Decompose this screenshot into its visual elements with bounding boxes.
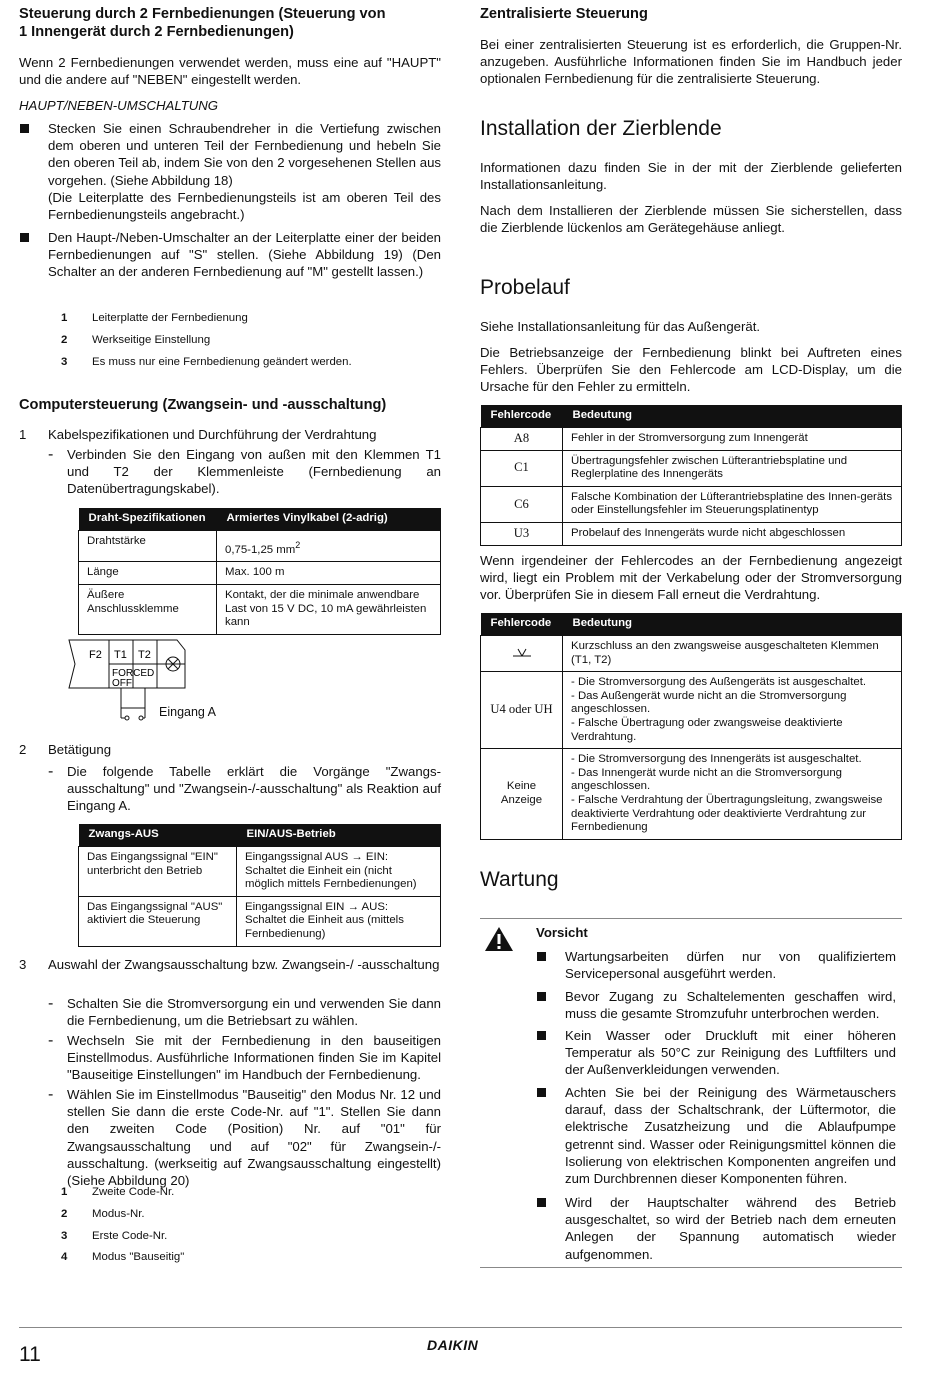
dash-item: - Wählen Sie im Einstellmodus "Bauseitig" den Modus Nr. 12 und stellen Sie dann die erste Code-Nr. auf "1". Stellen Sie dann den zweiten Code (Position) Nr. auf "01" für Zwangsausschaltung und auf "02" für Zwangsein-/-ausschaltung. (werkseitig auf Zwangsausschaltung eingestellt) (Siehe Abbildung 20) — [48, 1086, 441, 1189]
paragraph: Bei einer zentralisierten Steuerung ist es erforderlich, die Gruppen-Nr. anzugeben. Ausführliche Informationen finden Sie im Handbuch jeder optionalen Fernbedienung für die zentralisierte Steuerung. — [480, 37, 902, 87]
caution-item: Wird der Hauptschalter während des Betrieb ausgeschaltet, so wird der Betrieb nach dem erneuten Anlegen der Spannung automatisch wieder aufgenommen. — [536, 1194, 896, 1263]
footer-divider — [19, 1327, 902, 1328]
paragraph: Siehe Installationsanleitung für das Außengerät. — [480, 319, 761, 334]
brand-logo: DAIKIN — [427, 1337, 479, 1353]
error-code-table-2: Fehlercode Bedeutung Kurzschluss an den zwangsweise ausgeschalteten Klemmen (T1, T2) U4 oder UH - Die Stromversorgung des Außengeräts ist ausgeschaltet. - Das Außengerät wurde nicht an die Stromversorgung angeschlossen. - Falsche Übertragung oder zwangsweise deaktivierte Verdrahtung. Keine Anzeige - Die Stromversorgung des Innengeräts ist ausgeschaltet. - Das Innengerät wurde nicht an die Stromversorgung angeschlossen. - Falsche Verdrahtung der Übertragungsleitung, zwangsweise deaktivierte Verdrahtung oder deaktivierte Verdrahtung zur Fernbedienung — [480, 613, 902, 840]
step-number: 1 — [19, 427, 27, 442]
section-title-zierblende: Installation der Zierblende — [480, 117, 722, 140]
terminal-label: T2 — [138, 649, 151, 661]
dash-item: - Schalten Sie die Stromversorgung ein und verwenden Sie dann die Fernbedienung, um die Betriebsart zu wählen. — [48, 995, 441, 1029]
step-number: 3 — [19, 957, 27, 972]
section-title-wartung: Wartung — [480, 868, 559, 891]
paragraph: Wenn irgendeiner der Fehlercodes an der Fernbedienung angezeigt wird, liegt ein Problem mit der Verkabelung oder der Stromversorgung vor. Überprüfen Sie in diesem Fall erneut die Verdrahtung. — [480, 553, 902, 603]
terminal-diagram — [67, 636, 247, 728]
bullet-square-icon — [20, 124, 29, 133]
paragraph: Die Betriebsanzeige der Fernbedienung blinkt bei Auftreten eines Fehlers. Überprüfen Sie den Fehlercode am LCD-Display, um die Ursache für den Fehler zu ermitteln. — [480, 345, 902, 395]
warning-triangle-icon — [484, 925, 514, 953]
section-title-computer: Computersteuerung (Zwangsein- und -ausschaltung) — [19, 397, 387, 413]
caution-item: Wartungsarbeiten dürfen nur von qualifiziertem Servicepersonal ausgeführt werden. — [536, 948, 896, 982]
dash-item: - Wechseln Sie mit der Fernbedienung in den bauseitigen Einstellmodus. Ausführliche Informationen finden Sie im Kapitel "Bauseitige Einstellungen" im Handbuch der Fernbedienung. — [48, 1032, 441, 1083]
bullet-square-icon — [20, 233, 29, 242]
legend-list: 1 Zweite Code-Nr. 2 Modus-Nr. 3 Erste Code-Nr. 4 Modus "Bauseitig" — [61, 1186, 185, 1263]
bullet-item: Den Haupt-/Neben-Umschalter an der Leiterplatte einer der beiden Fernbedienungen auf "S" stellen. (Siehe Abbildung 19) (Den Schalter an der anderen Fernbedienung auf "M" gestellt lassen.) — [19, 229, 441, 281]
bullet-item: Stecken Sie einen Schraubendreher in die Vertiefung zwischen dem oberen und unteren Teil der Fernbedienung und hebeln Sie den oberen Teil ab, indem Sie von den 2 vorgesehenen Stellen aus vorgehen. (Siehe Abbildung 18) (Die Leiterplatte des Fernbedienungsteils ist am oberen Teil des Fernbedienungsteils angebracht.) — [19, 120, 441, 223]
force-table: Zwangs-AUS EIN/AUS-Betrieb Das Eingangssignal "EIN" unterbricht den Betrieb Eingangssignal AUS → EIN: Schaltet die Einheit ein (nicht möglich mittels Fernbedienungen) Das Eingangssignal "AUS" aktiviert die Steuerung Eingangssignal EIN → AUS: Schaltet die Einheit aus (mittels Fernbedienung) — [78, 824, 441, 947]
wire-spec-table: Draht-Spezifikationen Armiertes Vinylkabel (2-adrig) Drahtstärke 0,75-1,25 $mm^2$ Länge Max. 100 m Äußere Anschlussklemme Kontakt, der die minimale anwendbare Last von 15 V DC, 10 mA gewährleisten kann — [78, 508, 441, 635]
paragraph: Informationen dazu finden Sie in der mit der Zierblende gelieferten Installationsanleitung. — [480, 160, 902, 193]
terminal-label: OFF — [112, 678, 132, 689]
subheading: HAUPT/NEBEN-UMSCHALTUNG — [19, 98, 219, 113]
caution-item: Kein Wasser oder Druckluft mit einer höheren Temperatur als 50°C zur Reinigung des Luftfilters und der Außenverkleidungen verwenden. — [536, 1027, 896, 1079]
section-title-two-remotes: Steuerung durch 2 Fernbedienungen (Steuerung von 1 Innengerät durch 2 Fernbedienungen) — [19, 6, 386, 40]
terminal-label: F2 — [89, 649, 102, 661]
dash-item: - Die folgende Tabelle erklärt die Vorgänge "Zwangs-ausschaltung" und "Zwangsein-/-ausschaltung" als Reaktion auf Eingang A. — [48, 763, 441, 814]
divider — [480, 1267, 902, 1268]
caution-item: Bevor Zugang zu Schaltelementen geschaffen wird, muss die gesamte Stromzufuhr unterbrochen werden. — [536, 988, 896, 1022]
terminal-label: T1 — [114, 649, 127, 661]
caution-title: Vorsicht — [536, 925, 588, 940]
caution-item: Achten Sie bei der Reinigung des Wärmetauschers darauf, dass der Schaltschrank, der Lüftermotor, die elektrische Zusatzheizung und die Ablaufpumpe getrennt sind. Wasser oder Reinigungsmittel können die Isolierung von elektrischen Komponenten angreifen und zum Durchbrennen dieser Komponenten führen. — [536, 1084, 896, 1187]
intro-paragraph: Wenn 2 Fernbedienungen verwendet werden, muss eine auf "HAUPT" und die andere auf "NEBEN" eingestellt werden. — [19, 55, 441, 88]
error-code-table: Fehlercode Bedeutung A8 Fehler in der Stromversorgung zum Innengerät C1 Übertragungsfehler zwischen Lüfterantriebsplatine und Reglerplatine des Innengeräts C6 Falsche Kombination der Lüfterantriebsplatine des Innen-geräts oder Einstellungsfehler im Steuerungsplatinentyp U3 Probelauf des Innengeräts wurde nicht abgeschlossen — [480, 405, 902, 546]
divider — [480, 918, 902, 919]
step-text: Betätigung — [48, 742, 112, 757]
step-text: Kabelspezifikationen und Durchführung der Verdrahtung — [48, 427, 377, 442]
page-number: 11 — [19, 1343, 41, 1366]
terminal-label: FORCED — [112, 668, 155, 679]
blank-display-cell — [481, 636, 563, 672]
diagram-input-label: Eingang A — [159, 705, 216, 719]
section-title-probelauf: Probelauf — [480, 276, 570, 299]
step-number: 2 — [19, 742, 27, 757]
dash-item: - Verbinden Sie den Eingang von außen mit den Klemmen T1 und T2 der Klemmenleiste (Fernbedienung an Datenübertragungskabel). — [48, 446, 441, 497]
section-title-central: Zentralisierte Steuerung — [480, 6, 648, 22]
paragraph: Nach dem Installieren der Zierblende müssen Sie sicherstellen, dass die Zierblende lückenlos am Gerätegehäuse anliegt. — [480, 203, 902, 236]
step-text: Auswahl der Zwangsausschaltung bzw. Zwangsein-/ -ausschaltung — [48, 957, 440, 972]
legend-list: 1 Leiterplatte der Fernbedienung 2 Werkseitige Einstellung 3 Es muss nur eine Fernbedienung geändert werden. — [61, 312, 352, 368]
lcd-symbol-icon — [511, 646, 533, 658]
